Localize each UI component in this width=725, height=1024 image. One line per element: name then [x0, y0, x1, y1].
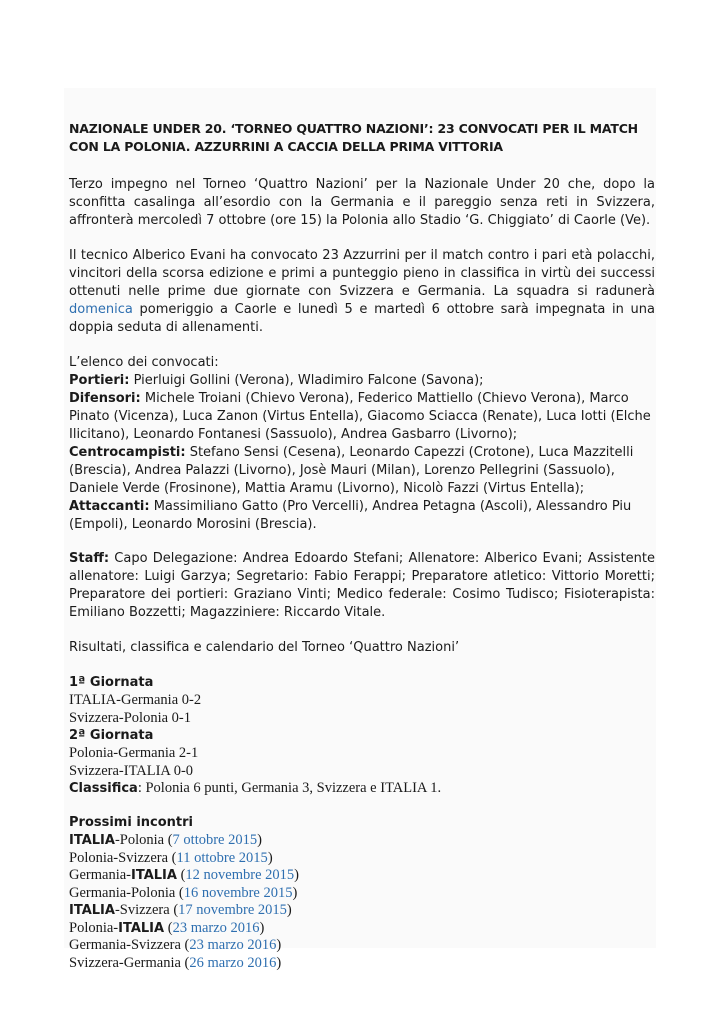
upcoming-match [69, 902, 655, 920]
upcoming-match-team-bold: ITALIA [69, 833, 115, 848]
upcoming-match-date[interactable]: 16 novembre 2015 [183, 884, 293, 901]
upcoming-match-close: ) [294, 867, 299, 883]
upcoming-match [69, 955, 655, 973]
coach-paragraph [69, 247, 655, 337]
roster-intro: L’elenco dei convocati: [69, 355, 219, 370]
upcoming-label: Prossimi incontri [69, 815, 194, 830]
coach-paragraph-text-before: Il tecnico Alberico Evani ha convocato 23 Azzurrini per il match contro i pari età polacchi, vincitori della scorsa edizione e primi a punteggio pieno in classifica in virtù dei successi ottenuti nelle prime due giornate con Svizzera e Germania. La squadra si radunerà [69, 248, 655, 299]
upcoming-match-close: ) [259, 919, 265, 936]
upcoming-match [69, 850, 655, 868]
upcoming-match-date[interactable]: 17 novembre 2015 [178, 902, 287, 918]
standings-label: Classifica [69, 781, 138, 796]
goalkeepers-label: Portieri: [69, 373, 130, 388]
upcoming-match-close: ) [276, 937, 282, 953]
round2-label: 2ª Giornata [69, 728, 154, 743]
upcoming-match-close: ) [292, 884, 298, 901]
upcoming-match-close: ) [276, 954, 282, 971]
round1-match: Svizzera-Polonia 0-1 [69, 709, 192, 726]
forwards-line [69, 498, 655, 534]
upcoming-match-pre: Svizzera-Germania ( [69, 954, 190, 971]
upcoming-match-close: ) [267, 849, 273, 866]
upcoming-match [69, 937, 655, 955]
upcoming-match-team-bold: ITALIA [118, 920, 165, 936]
upcoming-match-pre: Germania-Polonia ( [69, 884, 184, 901]
upcoming-match-date[interactable]: 23 marzo 2016 [189, 937, 277, 953]
upcoming-match [69, 885, 655, 903]
upcoming-match-post: ( [164, 919, 173, 936]
upcoming-list [69, 832, 655, 972]
defenders-line [69, 390, 655, 444]
staff-label: Staff: [69, 551, 110, 566]
staff-text: Capo Delegazione: Andrea Edoardo Stefani; Allenatore: Alberico Evani; Assistente allenatore: Luigi Garzya; Segretario: Fabio Ferappi; Preparatore atletico: Vittorio Moretti; Preparatore dei portieri: Graziano Vinti; Medico federale: Cosimo Tudisco; Fisioterapista: Emiliano Bozzetti; Magazziniere: Riccardo Vitale. [69, 551, 655, 620]
upcoming-match [69, 832, 655, 850]
upcoming-match-post: ( [176, 867, 186, 883]
upcoming-match [69, 867, 655, 885]
goalkeepers-line [69, 372, 655, 390]
midfielders-label: Centrocampisti: [69, 445, 186, 460]
upcoming-match-team-bold: ITALIA [69, 903, 115, 918]
round1-match: ITALIA-Germania 0-2 [69, 692, 202, 708]
midfielders-names: Stefano Sensi (Cesena), Leonardo Capezzi (Crotone), Luca Mazzitelli (Brescia), Andrea Palazzi (Livorno), Josè Mauri (Milan), Lorenzo Pellegrini (Sassuolo), Daniele Verde (Frosinone), Mattia Aramu (Livorno), Nicolò Fazzi (Virtus Entella); [69, 445, 634, 496]
defenders-names: Michele Troiani (Chievo Verona), Federico Mattiello (Chievo Verona), Marco Pinato (Vicenza), Luca Zanon (Virtus Entella), Giacomo Sciacca (Renate), Luca Iotti (Elche Ilicitano), Leonardo Fontanesi (Sassuolo), Andrea Gasbarro (Livorno); [69, 391, 651, 442]
upcoming-match-date[interactable]: 12 novembre 2015 [185, 867, 295, 883]
domenica-link[interactable]: domenica [69, 302, 133, 317]
forwards-names: Massimiliano Gatto (Pro Vercelli), Andrea Petagna (Ascoli), Alessandro Piu (Empoli), Leonardo Morosini (Brescia). [69, 499, 632, 532]
roster-list [69, 354, 655, 534]
upcoming-match-pre: Polonia-Svizzera ( [69, 849, 177, 866]
standings-text: : Polonia 6 punti, Germania 3, Svizzera e ITALIA 1. [137, 780, 442, 796]
results-intro: Risultati, classifica e calendario del Torneo ‘Quattro Nazioni’ [69, 640, 460, 655]
upcoming-match-close: ) [286, 902, 292, 918]
defenders-label: Difensori: [69, 391, 141, 406]
round1-label: 1ª Giornata [69, 675, 154, 690]
coach-paragraph-text-after: pomeriggio a Caorle e lunedì 5 e martedì 6 ottobre sarà impegnata in una doppia seduta di allenamenti. [69, 302, 655, 335]
upcoming-match-date[interactable]: 7 ottobre 2015 [172, 832, 258, 848]
upcoming-match-date[interactable]: 23 marzo 2016 [172, 919, 260, 936]
staff-paragraph [69, 550, 655, 622]
upcoming-match-pre: Germania-Svizzera ( [69, 937, 190, 953]
round2-match: Svizzera-ITALIA 0-0 [69, 762, 194, 779]
results-section [69, 674, 655, 798]
upcoming-section [69, 814, 655, 972]
intro-paragraph: Terzo impegno nel Torneo ‘Quattro Nazioni’ per la Nazionale Under 20 che, dopo la sconfitta casalinga all’esordio con la Germania e il pareggio senza reti in Svizzera, affronterà mercoledì 7 ottobre (ore 15) la Polonia allo Stadio ‘G. Chiggiato’ di Caorle (Ve). [69, 177, 655, 228]
document-content [69, 120, 655, 972]
upcoming-match-pre: Polonia- [69, 919, 119, 936]
upcoming-match-pre: Germania- [69, 867, 131, 883]
upcoming-match-post: -Polonia ( [114, 832, 173, 848]
upcoming-match-date[interactable]: 11 ottobre 2015 [176, 849, 268, 866]
upcoming-match [69, 920, 655, 938]
article-title: NAZIONALE UNDER 20. ‘TORNEO QUATTRO NAZIONI’: 23 CONVOCATI PER IL MATCH CON LA POLONIA. AZZURRINI A CACCIA DELLA PRIMA VITTORIA [69, 121, 638, 154]
forwards-label: Attaccanti: [69, 499, 150, 514]
midfielders-line [69, 444, 655, 498]
upcoming-match-close: ) [257, 832, 262, 848]
upcoming-match-date[interactable]: 26 marzo 2016 [189, 954, 277, 971]
goalkeepers-names: Pierluigi Gollini (Verona), Wladimiro Falcone (Savona); [129, 373, 484, 388]
upcoming-match-team-bold: ITALIA [131, 868, 177, 883]
upcoming-match-post: -Svizzera ( [114, 902, 179, 918]
standings-line [69, 780, 655, 798]
round2-match: Polonia-Germania 2-1 [69, 745, 199, 761]
